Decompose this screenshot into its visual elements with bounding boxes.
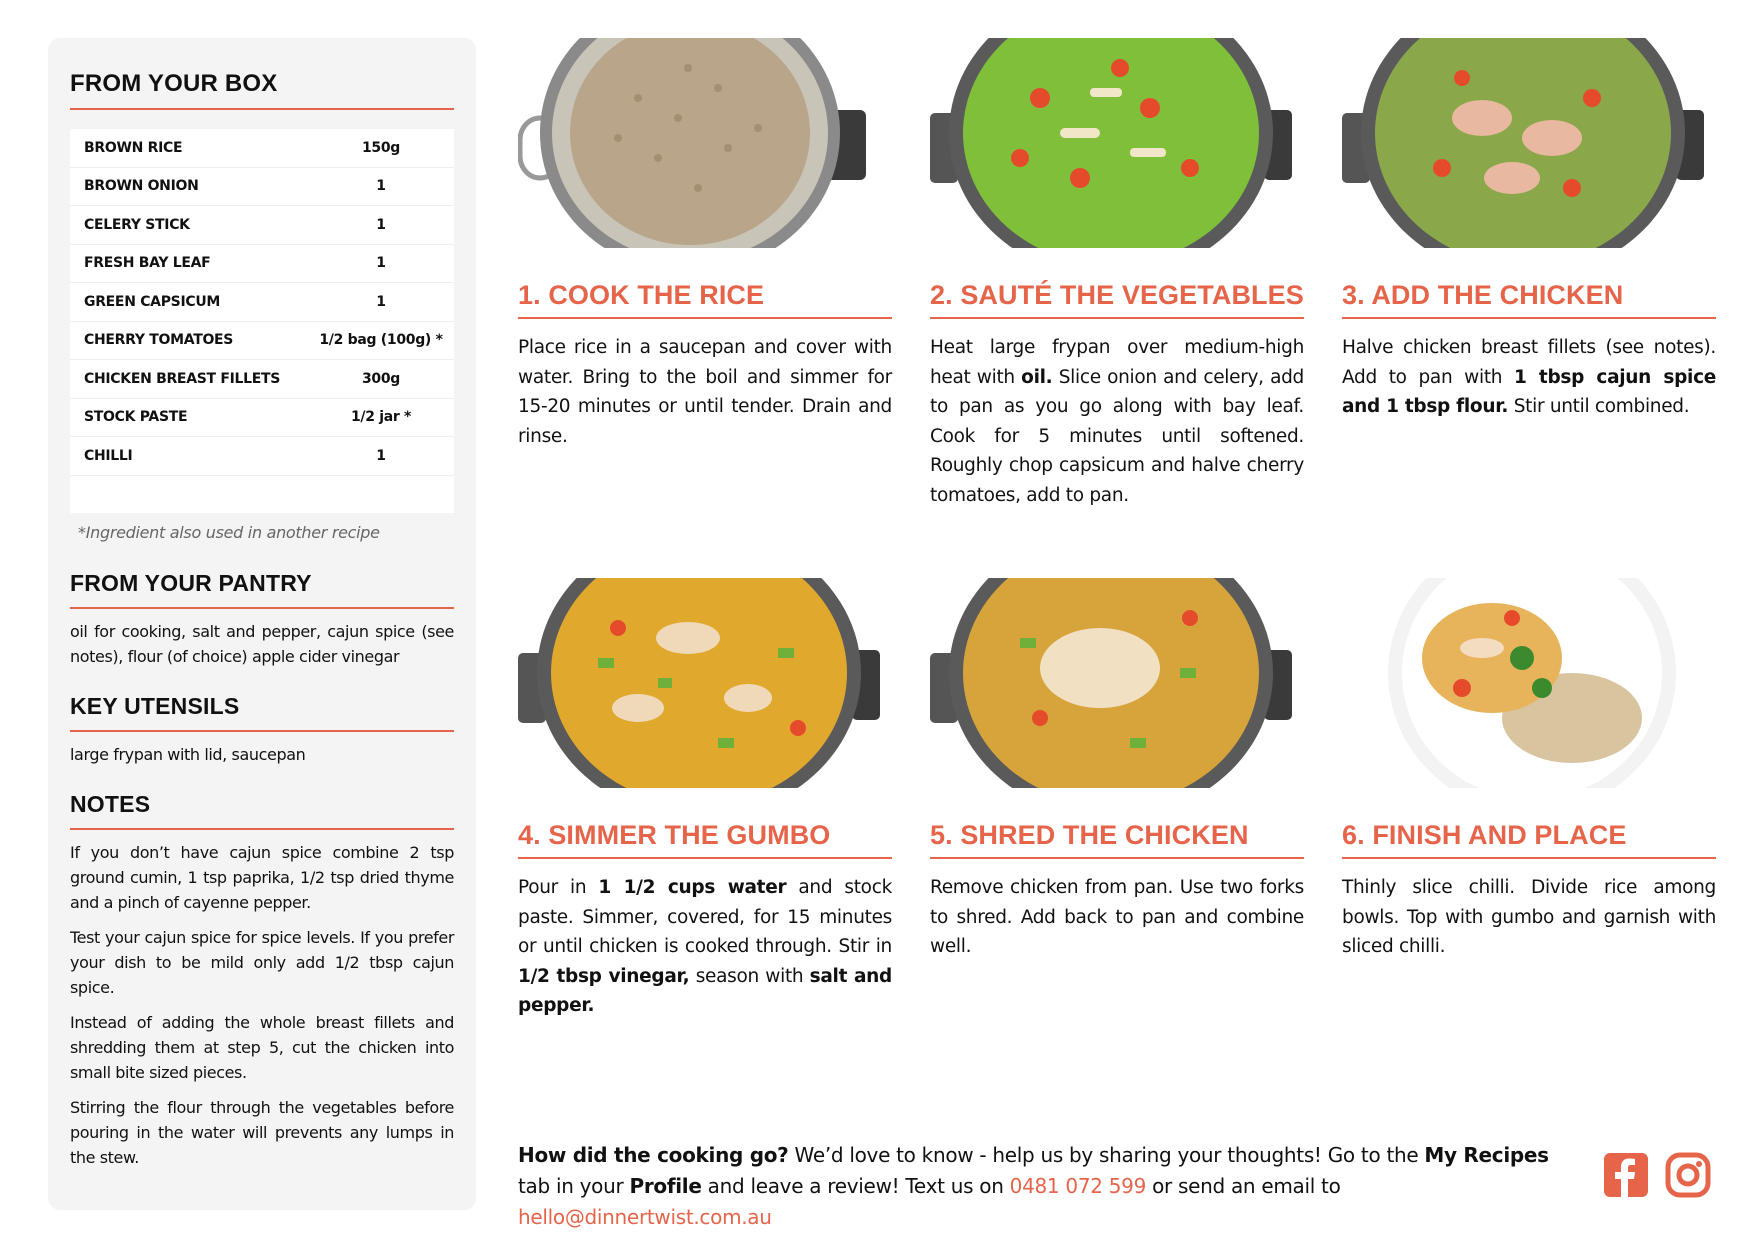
step-1-photo xyxy=(518,38,880,248)
step-1-text: Place rice in a saucepan and cover with water. Bring to the boil and simmer for 15-20 minutes or until tender. Drain and rinse. xyxy=(518,337,892,447)
step-4-title: 4. SIMMER THE GUMBO xyxy=(518,820,892,859)
step-6 xyxy=(1342,578,1716,962)
instagram-icon[interactable] xyxy=(1665,1152,1711,1198)
step-5-text: Remove chicken from pan. Use two forks to shred. Add back to pan and combine well. xyxy=(930,877,1304,957)
ingredient-row xyxy=(70,399,454,438)
step-5-title: 5. SHRED THE CHICKEN xyxy=(930,820,1304,859)
ingredient-row xyxy=(70,168,454,207)
ingredient-row xyxy=(70,360,454,399)
ingredient-qty: 1 xyxy=(376,178,386,195)
step-2-title: 2. SAUTÉ THE VEGETABLES xyxy=(930,280,1304,319)
ingredient-row xyxy=(70,437,454,476)
step-6-text: Thinly slice chilli. Divide rice among bowls. Top with gumbo and garnish with sliced chilli. xyxy=(1342,877,1716,957)
facebook-icon[interactable] xyxy=(1603,1152,1649,1198)
ingredient-table xyxy=(70,129,454,513)
ingredient-footnote: *Ingredient also used in another recipe xyxy=(78,523,380,542)
pantry-section xyxy=(70,570,454,669)
notes-heading: NOTES xyxy=(70,791,454,830)
ingredient-name: FRESH BAY LEAF xyxy=(84,255,211,272)
ingredient-qty: 1 xyxy=(376,447,386,464)
ingredient-qty: 300g xyxy=(361,370,401,387)
step-5 xyxy=(930,578,1304,962)
ingredient-name: GREEN CAPSICUM xyxy=(84,293,221,310)
social-links xyxy=(1603,1152,1711,1198)
step-1-title: 1. COOK THE RICE xyxy=(518,280,892,319)
ingredient-row xyxy=(70,129,454,168)
ingredient-name: CHILLI xyxy=(84,447,133,464)
step-4-text: Pour in 1 1/2 cups water and stock paste. Simmer, covered, for 15 minutes or until chicken is cooked through. Stir in 1/2 tbsp vinegar, season with salt and pepper. xyxy=(518,877,892,1016)
note-paragraph: Stirring the flour through the vegetables before pouring in the water will prevents any lumps in the stew. xyxy=(70,1098,454,1167)
ingredient-row xyxy=(70,206,454,245)
step-2-text: Heat large frypan over medium-high heat with oil. Slice onion and celery, add to pan as you go along with bay leaf. Cook for 5 minutes until softened. Roughly chop capsicum and halve cherry tomatoes, add to pan. xyxy=(930,337,1304,506)
step-2-photo xyxy=(930,38,1292,248)
step-6-photo xyxy=(1342,578,1704,788)
ingredient-name: BROWN ONION xyxy=(84,178,199,195)
note-paragraph: Test your cajun spice for spice levels. If you prefer your dish to be mild only add 1/2 tbsp cajun spice. xyxy=(70,928,454,997)
ingredient-name: BROWN RICE xyxy=(84,139,183,156)
step-1 xyxy=(518,38,892,451)
review-prompt: How did the cooking go? We’d love to know - help us by sharing your thoughts! Go to the My Recipes tab in your Profile and leave a review! Text us on 0481 072 599 or send an email to hello@dinnertwist.com.au xyxy=(518,1143,1549,1229)
note-paragraph: If you don’t have cajun spice combine 2 tsp ground cumin, 1 tsp paprika, 1/2 tsp dried thyme and a pinch of cayenne pepper. xyxy=(70,843,454,912)
utensils-text: large frypan with lid, saucepan xyxy=(70,745,306,764)
pantry-text: oil for cooking, salt and pepper, cajun spice (see notes), flour (of choice) apple cider vinegar xyxy=(70,622,454,666)
ingredient-name: CHICKEN BREAST FILLETS xyxy=(84,370,281,387)
step-4 xyxy=(518,578,892,1021)
step-3-photo xyxy=(1342,38,1704,248)
ingredients-panel xyxy=(48,38,476,1210)
ingredient-row xyxy=(70,283,454,322)
utensils-section xyxy=(70,693,454,767)
ingredient-row xyxy=(70,322,454,361)
ingredient-name: CELERY STICK xyxy=(84,216,190,233)
ingredient-qty: 1 xyxy=(376,255,386,272)
step-2 xyxy=(930,38,1304,510)
ingredient-name: STOCK PASTE xyxy=(84,409,188,426)
ingredient-name: CHERRY TOMATOES xyxy=(84,332,234,349)
step-5-photo xyxy=(930,578,1292,788)
ingredient-qty: 1 xyxy=(376,293,386,310)
ingredient-qty: 150g xyxy=(361,139,401,156)
step-4-photo xyxy=(518,578,880,788)
pantry-heading: FROM YOUR PANTRY xyxy=(70,570,454,609)
from-box-heading: FROM YOUR BOX xyxy=(70,70,454,110)
step-3-title: 3. ADD THE CHICKEN xyxy=(1342,280,1716,319)
ingredient-qty: 1/2 bag (100g) * xyxy=(319,332,443,349)
step-3 xyxy=(1342,38,1716,422)
ingredient-row xyxy=(70,245,454,284)
step-3-text: Halve chicken breast fillets (see notes). Add to pan with 1 tbsp cajun spice and 1 tbsp flour. Stir until combined. xyxy=(1342,337,1716,417)
step-6-title: 6. FINISH AND PLACE xyxy=(1342,820,1716,859)
utensils-heading: KEY UTENSILS xyxy=(70,693,454,732)
notes-section xyxy=(70,791,454,1170)
ingredient-qty: 1/2 jar * xyxy=(350,409,412,426)
ingredient-qty: 1 xyxy=(376,216,386,233)
note-paragraph: Instead of adding the whole breast fillets and shredding them at step 5, cut the chicken into small bite sized pieces. xyxy=(70,1013,454,1082)
